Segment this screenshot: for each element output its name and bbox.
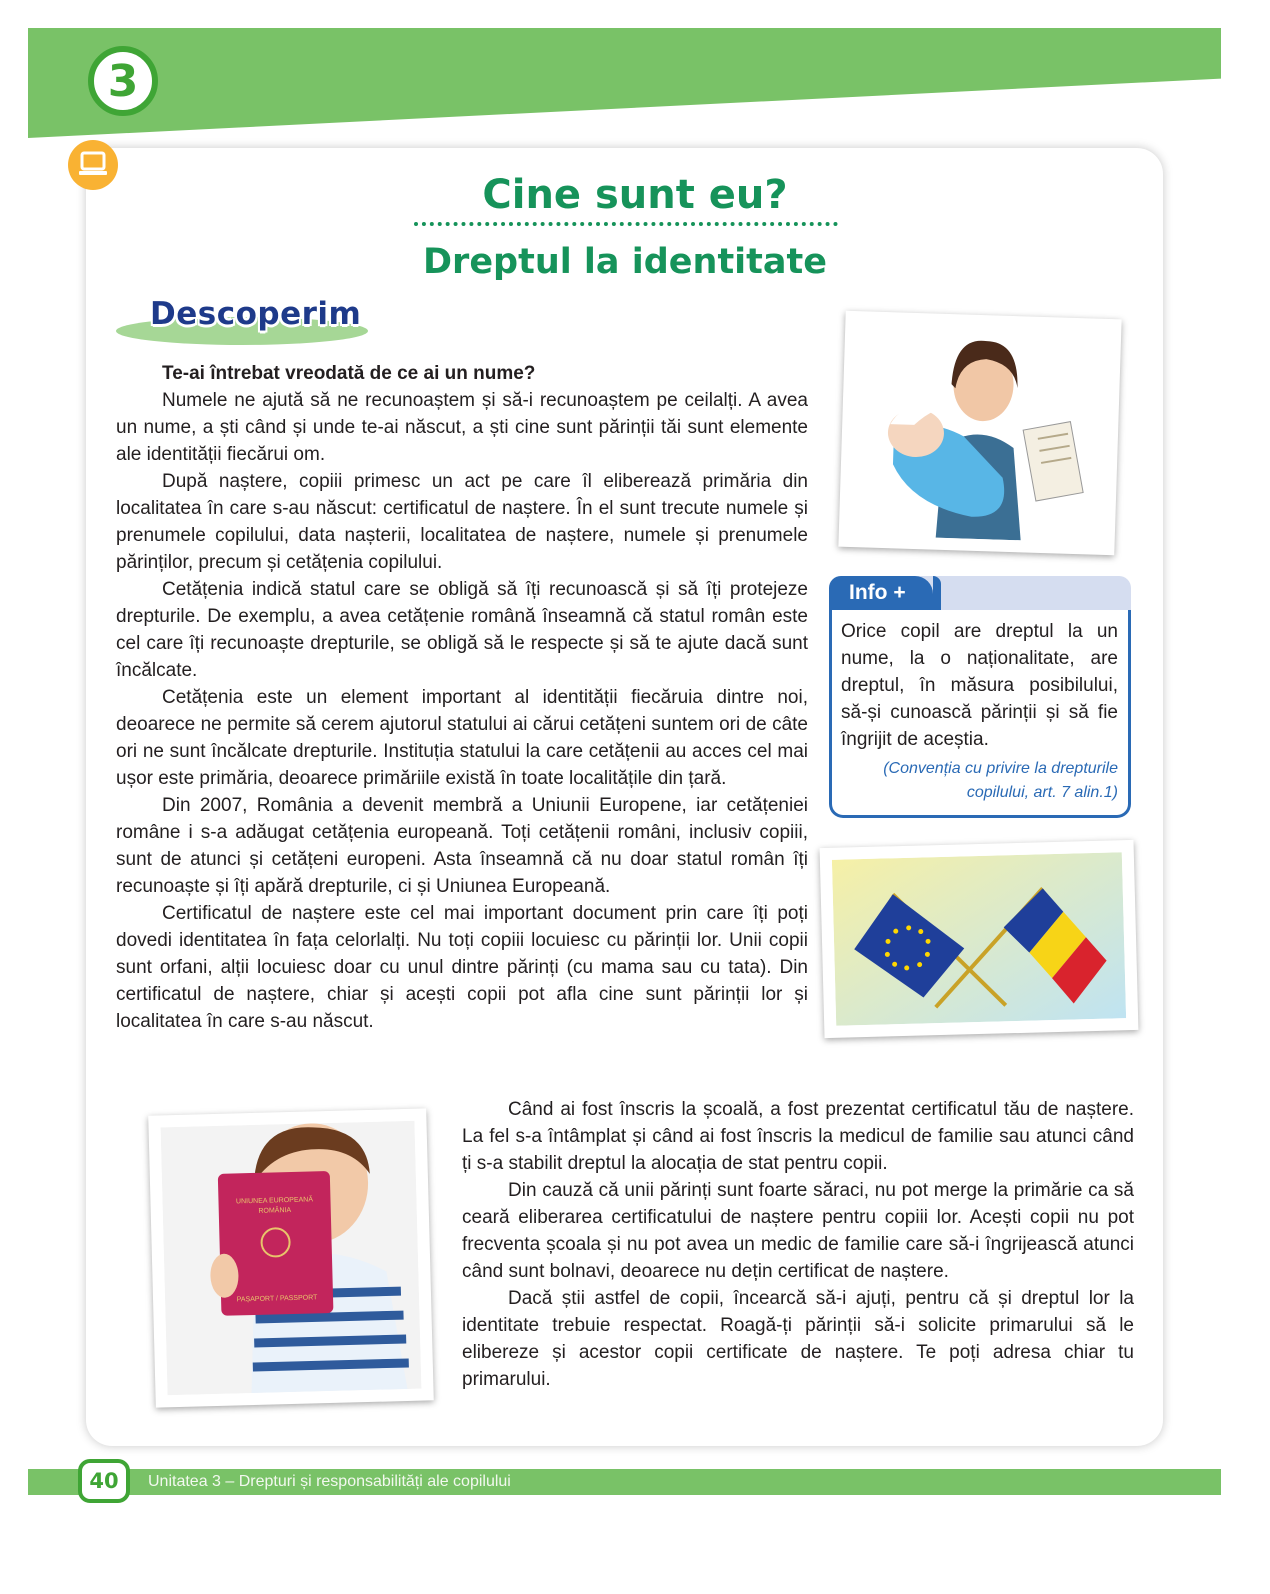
paragraph: Dacă știi astfel de copii, încearcă să-i ajuți, pentru că și dreptul lor la identitate trebuie respectat. Roagă-ți părinții să-i solicite primarului să le elibereze și acestor copii certificate de naștere. Te poți adresa chiar tu primarului. — [462, 1288, 1134, 1390]
title-divider — [414, 222, 838, 226]
info-body — [829, 610, 1131, 818]
info-tab-edge — [933, 576, 941, 610]
paragraph: După naștere, copiii primesc un act pe care îl eliberează primăria din localitatea în care s-au născut: certificatul de naștere. În el sunt trecute numele și prenumele copilului, data nașterii, localitatea de naștere, numele și prenumele părinților, precum și cetățenia copilului. — [116, 471, 808, 573]
paragraph: Când ai fost înscris la școală, a fost prezentat certificatul tău de naștere. La fel s-a întâmplat și când ai fost înscris la medicul de familie sau atunci când ți s-a stabilit dreptul la alocația de stat pentru copii. — [462, 1099, 1134, 1174]
bottom-text — [462, 1096, 1134, 1393]
passport-line-2: ROMÂNIA — [258, 1206, 292, 1215]
passport-line-3: PAȘAPORT / PASSPORT — [236, 1294, 318, 1304]
top-banner — [28, 28, 1221, 138]
mother-with-baby-photo — [838, 311, 1121, 556]
info-source: (Convenția cu privire la drepturile copilului, art. 7 alin.1) — [883, 760, 1118, 801]
info-tab-label: Info + — [829, 576, 933, 610]
paragraph: Cetățenia este un element important al identității fiecăruia dintre noi, deoarece ne permite să cerem ajutorul statului ai cărui cetățeni suntem ori de câte ori ne sunt încălcate drepturile. Instituția statului la care cetățenii au acces cel mai ușor este primăria, deoarece primăriile există în toate localitățile din țară. — [116, 687, 808, 789]
paragraph: Cetățenia indică statul care se obligă să îți recunoască și să îți protejeze drepturile. De exemplu, a avea cetățenie română înseamnă că statul român este cel care îți recunoaște drepturile, se obligă să le respecte și să te ajute dacă sunt încălcate. — [116, 579, 808, 681]
page-title: Cine sunt eu? — [482, 172, 788, 218]
section-label: Descoperim — [150, 296, 362, 332]
page-subtitle: Dreptul la identitate — [423, 242, 827, 282]
page-number: 40 — [78, 1459, 130, 1503]
paragraph: Certificatul de naștere este cel mai important document prin care îți poți dovedi identitatea în fața celorlalți. Nu toți copiii locuiesc cu părinții lor. Unii copii sunt orfani, alții locuiesc doar cu unul dintre părinți (cu mama sau cu tata). Din certificatul de naștere, chiar și acești copii pot afla cine sunt părinții lor și localitatea în care s-au născut. — [116, 903, 808, 1032]
info-text: Orice copil are dreptul la un nume, la o naționalitate, are dreptul, în măsura posibilului, să-și cunoască părinții și să fie îngrijit de aceștia. — [841, 621, 1118, 750]
paragraph: Din cauză că unii părinți sunt foarte săraci, nu pot merge la primărie ca să ceară eliberarea certificatului de naștere pentru copiii lor. Acești copii nu pot frecventa școala și nu pot avea un medic de familie care să-i îngrijească atunci când sunt bolnavi, deoarece nu dețin certificat de naștere. — [462, 1180, 1134, 1282]
main-text — [116, 360, 808, 1035]
paragraph: Numele ne ajută să ne recunoaștem și să-i recunoaștem pe ceilalți. A avea un nume, a ști când și unde te-ai născut, a ști cine sunt părinții tăi sunt elemente ale identității fiecărui om. — [116, 390, 808, 465]
flags-photo — [820, 840, 1139, 1038]
question-heading: Te-ai întrebat vreodată de ce ai un nume? — [162, 363, 536, 384]
paragraph: Din 2007, România a devenit membră a Uniunii Europene, iar cetățeniei române i s-a adăugat cetățenia europeană. Toți cetățenii români, inclusiv copiii, sunt de atunci și cetățeni europeni. Asta înseamnă că nu doar statul român îți recunoaște și îți apără drepturile, ci și Uniunea Europeană. — [116, 795, 808, 897]
unit-number-badge: 3 — [88, 46, 158, 116]
boy-with-passport-photo — [148, 1108, 434, 1407]
passport-line-1: UNIUNEA EUROPEANĂ — [235, 1196, 314, 1206]
info-box — [829, 576, 1131, 818]
footer-text: Unitatea 3 – Drepturi și responsabilități ale copilului — [148, 1473, 511, 1490]
